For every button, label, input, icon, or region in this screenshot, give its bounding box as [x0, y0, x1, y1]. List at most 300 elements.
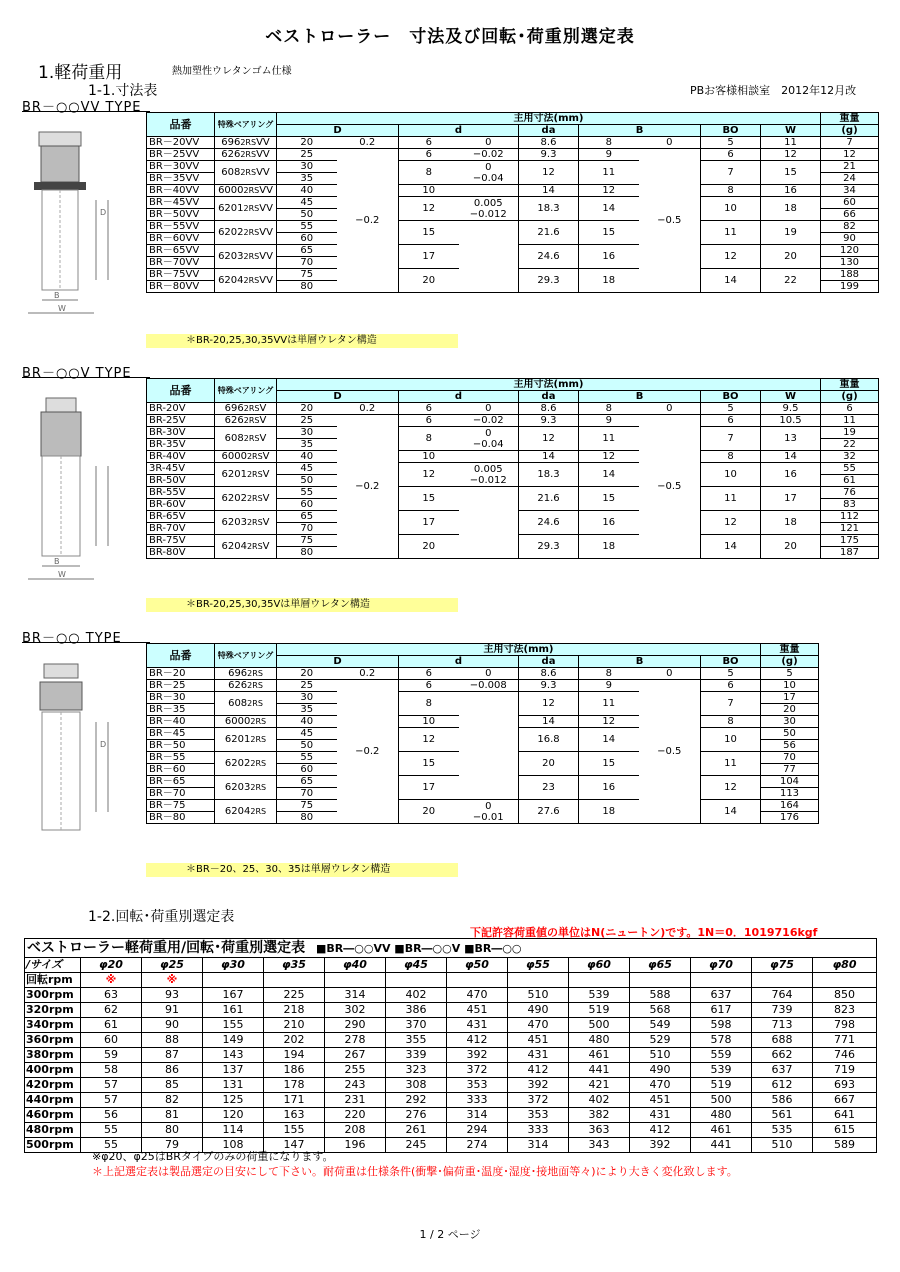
weight: 32: [821, 451, 879, 463]
bearing-code: [215, 427, 277, 451]
load-value: 412: [508, 1063, 569, 1078]
load-value: 333: [508, 1123, 569, 1138]
dim-d: 15: [399, 221, 459, 245]
load-value: 314: [447, 1108, 508, 1123]
document-title: ベストローラー 寸法及び回転･荷重別選定表: [265, 27, 635, 47]
header-part: 品番: [147, 379, 215, 403]
bearing-code: [215, 451, 277, 463]
size-mark: ※: [81, 973, 142, 988]
part-number: BR－20: [147, 668, 215, 680]
load-value: 114: [203, 1123, 264, 1138]
unit-note: 下記許容荷重値の単位はN(ニュートン)です。1N＝0．1019716kgf: [470, 926, 818, 939]
dim-da: 24.6: [519, 245, 579, 269]
dim-BO: 8: [701, 185, 761, 197]
bearing-suffix: 2RS: [247, 681, 263, 690]
table-row: [25, 1108, 877, 1123]
bearing-code: [215, 463, 277, 487]
load-value: 186: [264, 1063, 325, 1078]
header-BO: BO: [701, 125, 761, 137]
bearing-suffix: 2RS: [250, 735, 267, 744]
part-number: BR-75V: [147, 535, 215, 547]
load-value: 693: [813, 1078, 877, 1093]
dim-W: 11: [761, 137, 821, 149]
header-da: da: [519, 656, 579, 668]
dim-BO: 5: [701, 137, 761, 149]
type-label-vv: BR－○○VV TYPE: [22, 100, 142, 115]
bearing-code: [215, 415, 277, 427]
load-value: 500: [691, 1093, 752, 1108]
bearing-code: [215, 511, 277, 535]
header-BO: BO: [701, 656, 761, 668]
size-mark: [813, 973, 877, 988]
bearing-tail: VV: [259, 227, 273, 238]
dim-B: 18: [579, 269, 639, 293]
bearing-number: 6203: [221, 517, 247, 528]
dim-B: 11: [579, 692, 639, 716]
load-value: 764: [752, 988, 813, 1003]
table-row: [147, 800, 819, 812]
dim-da: 14: [519, 716, 579, 728]
weight: 17: [761, 692, 819, 704]
header-weight: 重量: [821, 379, 879, 391]
header-D: D: [277, 125, 399, 137]
load-value: 559: [691, 1048, 752, 1063]
bearing-suffix: 2RS: [243, 204, 260, 213]
dim-d: 17: [399, 511, 459, 535]
rpm: 340rpm: [25, 1018, 81, 1033]
bearing-code: [215, 680, 277, 692]
dim-d: 20: [399, 535, 459, 559]
bearing-tail: V: [262, 469, 270, 480]
table-row: [25, 988, 877, 1003]
bearing-code: [215, 692, 277, 716]
dim-BO: 8: [701, 716, 761, 728]
part-number: BR－25: [147, 680, 215, 692]
table-row: [25, 1063, 877, 1078]
load-value: 713: [752, 1018, 813, 1033]
tol-B-plus: 0: [639, 137, 701, 149]
dim-D: 40: [277, 185, 337, 197]
tol-d-plus: 0: [459, 403, 519, 415]
dim-d: 15: [399, 487, 459, 511]
load-value: 87: [142, 1048, 203, 1063]
weight: 30: [761, 716, 819, 728]
bearing-number: 6000: [218, 185, 244, 196]
load-value: 370: [386, 1018, 447, 1033]
load-value: 243: [325, 1078, 386, 1093]
load-value: 276: [386, 1108, 447, 1123]
table-row: [25, 1048, 877, 1063]
weight: 187: [821, 547, 879, 559]
dim-W: 10.5: [761, 415, 821, 427]
bearing-suffix: 2RS: [247, 669, 263, 678]
bearing-code: [215, 668, 277, 680]
dim-D: 80: [277, 547, 337, 559]
bearing-number: 6204: [224, 806, 251, 817]
dim-da: 12: [519, 427, 579, 451]
header-bearing: 特殊ベアリング: [215, 113, 277, 137]
plain-body: [147, 668, 819, 824]
dim-BO: 14: [701, 800, 761, 824]
svg-text:B: B: [54, 557, 60, 566]
weight: 164: [761, 800, 819, 812]
load-value: 402: [386, 988, 447, 1003]
bearing-suffix: 2RS: [250, 783, 267, 792]
size-header: φ70: [691, 958, 752, 973]
dim-D: 50: [277, 740, 337, 752]
bearing-tail: V: [259, 433, 267, 444]
size-mark: [691, 973, 752, 988]
load-value: 490: [630, 1063, 691, 1078]
tol-D-minus: −0.2: [337, 680, 399, 824]
header-d: d: [399, 125, 519, 137]
load-value: 225: [264, 988, 325, 1003]
weight: 175: [821, 535, 879, 547]
load-value: 314: [508, 1138, 569, 1153]
subsection-1-2-title: 1-2.回転･荷重別選定表: [88, 909, 235, 925]
part-number: 3R-45V: [147, 463, 215, 475]
load-value: 55: [81, 1123, 142, 1138]
dim-W: 14: [761, 451, 821, 463]
load-value: 274: [447, 1138, 508, 1153]
dim-BO: 12: [701, 245, 761, 269]
rpm: 420rpm: [25, 1078, 81, 1093]
load-value: 57: [81, 1093, 142, 1108]
load-value: 588: [630, 988, 691, 1003]
load-value: 568: [630, 1003, 691, 1018]
load-value: 131: [203, 1078, 264, 1093]
footnote-size-mark: ※φ20、φ25はBRタイプのみの荷重になります。: [92, 1150, 334, 1163]
dim-D: 55: [277, 752, 337, 764]
dim-B: 11: [579, 161, 639, 185]
tol-minus: −0.04: [472, 438, 504, 450]
load-value: 278: [325, 1033, 386, 1048]
table-note-plain: ＊BR－20、25、30、35は単層ウレタン構造: [146, 863, 458, 877]
bearing-tail: V: [262, 493, 270, 504]
rpm-label: 回転rpm: [25, 973, 81, 988]
load-value: 539: [691, 1063, 752, 1078]
load-value: 823: [813, 1003, 877, 1018]
bearing-code: [215, 800, 277, 824]
load-value: 746: [813, 1048, 877, 1063]
size-header: φ60: [569, 958, 630, 973]
bearing-suffix: 2RS: [243, 252, 260, 261]
rpm: 380rpm: [25, 1048, 81, 1063]
dim-da: 18.3: [519, 463, 579, 487]
type-underline: [22, 642, 150, 643]
bearing-number: 6202: [221, 493, 247, 504]
load-value: 55: [81, 1138, 142, 1153]
section-1-title: 1.軽荷重用: [38, 63, 123, 83]
size-header: φ75: [752, 958, 813, 973]
dim-W: 18: [761, 197, 821, 221]
load-value: 294: [447, 1123, 508, 1138]
load-value: 218: [264, 1003, 325, 1018]
load-value: 343: [569, 1138, 630, 1153]
weight: 24: [821, 173, 879, 185]
weight: 19: [821, 427, 879, 439]
load-value: 850: [813, 988, 877, 1003]
bearing-suffix: 2RS: [240, 150, 257, 159]
part-number: BR－30VV: [147, 161, 215, 173]
load-value: 412: [447, 1033, 508, 1048]
weight: 104: [761, 776, 819, 788]
load-value: 382: [569, 1108, 630, 1123]
dim-BO: 6: [701, 149, 761, 161]
part-number: BR-50V: [147, 475, 215, 487]
dim-BO: 8: [701, 451, 761, 463]
bearing-number: 6202: [218, 227, 244, 238]
load-value: 535: [752, 1123, 813, 1138]
bearing-number: 6000: [221, 451, 247, 462]
part-number: BR-30V: [147, 427, 215, 439]
bearing-code: [215, 716, 277, 728]
bearing-number: 6204: [218, 275, 244, 286]
dim-W: 19: [761, 221, 821, 245]
dim-da: 9.3: [519, 149, 579, 161]
load-value: 480: [691, 1108, 752, 1123]
type-label-v: BR－○○V TYPE: [22, 366, 132, 381]
table-row: [147, 451, 879, 463]
tol-d-range: [459, 161, 519, 185]
weight: 10: [761, 680, 819, 692]
tol-B-minus: −0.5: [639, 680, 701, 824]
dim-B: 15: [579, 752, 639, 776]
page-number: 1 / 2 ページ: [419, 1228, 481, 1241]
table-row: [25, 1078, 877, 1093]
roller-drawing-vv: [24, 120, 144, 320]
dim-BO: 5: [701, 668, 761, 680]
load-value: 147: [264, 1138, 325, 1153]
bearing-number: 608: [224, 433, 244, 444]
weight: 70: [761, 752, 819, 764]
weight: 61: [821, 475, 879, 487]
dim-da: 24.6: [519, 511, 579, 535]
table-row: [25, 1093, 877, 1108]
dim-d: 20: [399, 800, 459, 824]
bearing-number: 696: [224, 403, 244, 414]
header-main-dims: 主用寸法(mm): [277, 644, 761, 656]
table-row: [147, 161, 879, 173]
load-value: 308: [386, 1078, 447, 1093]
dim-D: 30: [277, 427, 337, 439]
bearing-number: 6201: [218, 203, 244, 214]
table-row: [147, 415, 879, 427]
bearing-suffix: 2RS: [246, 542, 263, 551]
tol-d-plus: 0: [459, 668, 519, 680]
bearing-code: [215, 185, 277, 197]
load-value: 719: [813, 1063, 877, 1078]
load-value: 549: [630, 1018, 691, 1033]
weight: 176: [761, 812, 819, 824]
load-value: 208: [325, 1123, 386, 1138]
dim-D: 35: [277, 439, 337, 451]
rpm: 460rpm: [25, 1108, 81, 1123]
size-mark: [630, 973, 691, 988]
load-value: 143: [203, 1048, 264, 1063]
header-weight-unit: (g): [821, 391, 879, 403]
header-d: d: [399, 656, 519, 668]
bearing-suffix: 2RS: [243, 276, 260, 285]
bearing-tail: V: [262, 451, 270, 462]
load-value: 63: [81, 988, 142, 1003]
load-value: 739: [752, 1003, 813, 1018]
dim-BO: 12: [701, 776, 761, 800]
dim-D: 65: [277, 776, 337, 788]
header-bearing: 特殊ベアリング: [215, 379, 277, 403]
dim-da: 21.6: [519, 487, 579, 511]
load-value: 480: [569, 1033, 630, 1048]
tol-B-plus: 0: [639, 668, 701, 680]
load-selection-table: [24, 938, 877, 1153]
dim-W: 18: [761, 511, 821, 535]
bearing-suffix: 2RS: [247, 699, 263, 708]
header-da: da: [519, 125, 579, 137]
bearing-tail: VV: [256, 149, 270, 160]
bearing-number: 626: [221, 149, 241, 160]
dim-BO: 10: [701, 463, 761, 487]
load-value: 80: [142, 1123, 203, 1138]
rpm: 500rpm: [25, 1138, 81, 1153]
load-value: 598: [691, 1018, 752, 1033]
tol-B-plus: 0: [639, 403, 701, 415]
size-header-row: [25, 958, 877, 973]
dim-D: 65: [277, 511, 337, 523]
part-number: BR-25V: [147, 415, 215, 427]
dim-BO: 11: [701, 487, 761, 511]
svg-text:B: B: [54, 291, 60, 300]
tol-plus: 0.005: [473, 463, 503, 475]
tol-D-plus: 0.2: [337, 403, 399, 415]
size-mark: [569, 973, 630, 988]
load-value: 155: [203, 1018, 264, 1033]
dim-W: 9.5: [761, 403, 821, 415]
load-value: 617: [691, 1003, 752, 1018]
load-value: 355: [386, 1033, 447, 1048]
dim-D: 70: [277, 257, 337, 269]
header-weight: 重量: [761, 644, 819, 656]
load-value: 615: [813, 1123, 877, 1138]
part-number: BR－75VV: [147, 269, 215, 281]
load-value: 561: [752, 1108, 813, 1123]
dim-D: 30: [277, 161, 337, 173]
table-row: [147, 137, 879, 149]
type-underline: [22, 111, 150, 112]
dim-da: 9.3: [519, 415, 579, 427]
dim-d: 10: [399, 185, 459, 197]
weight: 34: [821, 185, 879, 197]
size-mark: [264, 973, 325, 988]
tol-minus: −0.012: [469, 208, 507, 220]
dim-B: 11: [579, 427, 639, 451]
weight: 56: [761, 740, 819, 752]
load-value: 461: [569, 1048, 630, 1063]
dim-da: 14: [519, 451, 579, 463]
weight: 11: [821, 415, 879, 427]
weight: 7: [821, 137, 879, 149]
load-value: 637: [691, 988, 752, 1003]
bearing-number: 626: [224, 415, 244, 426]
dim-B: 16: [579, 245, 639, 269]
dim-B: 12: [579, 185, 639, 197]
bearing-suffix: 2RS: [243, 186, 260, 195]
load-value: 441: [569, 1063, 630, 1078]
dim-BO: 7: [701, 692, 761, 716]
bearing-number: 626: [228, 680, 248, 691]
bearing-number: 696: [221, 137, 241, 148]
dim-D: 60: [277, 233, 337, 245]
size-header: φ50: [447, 958, 508, 973]
load-table-title: [25, 939, 877, 958]
dim-d: 12: [399, 197, 459, 221]
tol-d-blank: [459, 185, 519, 197]
table-row: [147, 680, 819, 692]
rpm: 480rpm: [25, 1123, 81, 1138]
dim-W: 13: [761, 427, 821, 451]
load-value: 353: [447, 1078, 508, 1093]
dim-d: 10: [399, 451, 459, 463]
weight: 55: [821, 463, 879, 475]
dim-da: 16.8: [519, 728, 579, 752]
load-value: 196: [325, 1138, 386, 1153]
header-part: 品番: [147, 113, 215, 137]
weight: 90: [821, 233, 879, 245]
weight: 20: [761, 704, 819, 716]
dim-D: 30: [277, 692, 337, 704]
dim-W: 16: [761, 185, 821, 197]
dim-D: 20: [277, 403, 337, 415]
load-value: 93: [142, 988, 203, 1003]
dim-BO: 11: [701, 221, 761, 245]
header-da: da: [519, 391, 579, 403]
bearing-suffix: 2RS: [240, 138, 257, 147]
load-value: 510: [508, 988, 569, 1003]
part-number: BR-20V: [147, 403, 215, 415]
table-row: [147, 427, 879, 439]
dim-d: 6: [399, 137, 459, 149]
department-revision: PBお客様相談室 2012年12月改: [690, 84, 857, 97]
dim-d: 6: [399, 668, 459, 680]
load-value: 510: [630, 1048, 691, 1063]
bearing-suffix: 2RS: [246, 494, 263, 503]
bearing-tail: V: [259, 403, 267, 414]
load-value: 245: [386, 1138, 447, 1153]
dim-W: 16: [761, 463, 821, 487]
dim-W: 15: [761, 161, 821, 185]
size-mark: [752, 973, 813, 988]
load-value: 470: [508, 1018, 569, 1033]
tol-d-minus: −0.02: [459, 149, 519, 161]
dim-D: 65: [277, 245, 337, 257]
dim-B: 8: [579, 403, 639, 415]
part-number: BR－65VV: [147, 245, 215, 257]
dim-D: 25: [277, 680, 337, 692]
dim-D: 40: [277, 716, 337, 728]
weight: 82: [821, 221, 879, 233]
tol-d-blank: [459, 451, 519, 463]
tol-plus: 0: [485, 161, 492, 173]
rpm: 400rpm: [25, 1063, 81, 1078]
bearing-suffix: 2RS: [246, 518, 263, 527]
dim-B: 8: [579, 668, 639, 680]
bearing-code: [215, 487, 277, 511]
tol-d-minus: −0.02: [459, 415, 519, 427]
part-number: BR-60V: [147, 499, 215, 511]
header-bearing: 特殊ベアリング: [215, 644, 277, 668]
bearing-suffix: 2RS: [250, 717, 267, 726]
load-value: 798: [813, 1018, 877, 1033]
part-number: BR－40VV: [147, 185, 215, 197]
